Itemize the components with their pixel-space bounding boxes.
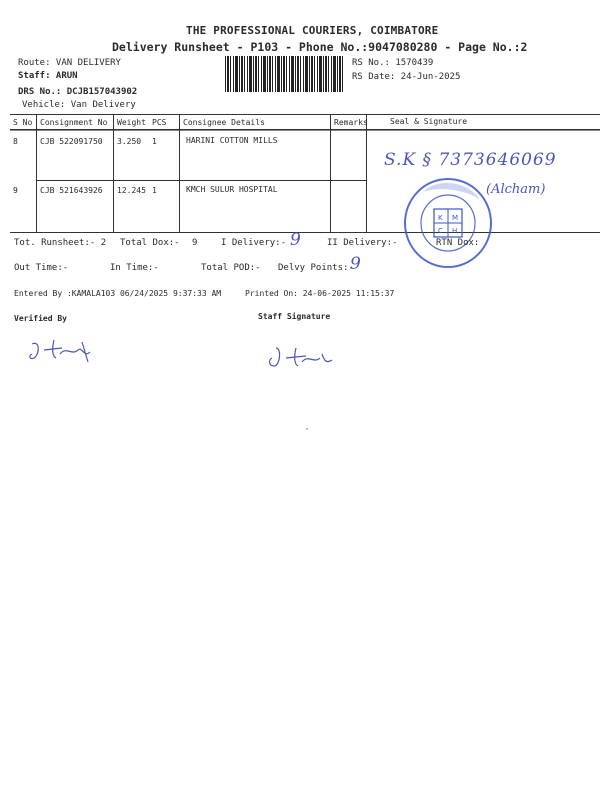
staff-signature-label: Staff Signature [258,312,331,321]
stamp-letter: M [452,214,459,222]
row-consignment: CJB 522091750 [40,137,103,146]
col-remarks: Remarks [334,118,368,127]
row-weight: 12.245 [117,186,146,195]
speck [306,428,308,430]
staff-signature [266,340,346,372]
col-consignee: Consignee Details [183,118,265,127]
stamp-letter: C [438,227,443,235]
row-sno: 8 [13,137,18,146]
route-label: Route: VAN DELIVERY [18,58,121,68]
ii-delivery-label: II Delivery:- [327,238,398,248]
rs-number: RS No.: 1570439 [352,58,434,68]
hospital-stamp [398,172,508,276]
total-dox-label: Total Dox:- [120,238,180,248]
row-consignee: KMCH SULUR HOSPITAL [186,185,278,194]
i-delivery-handwritten: 9 [290,230,301,250]
col-sno: S No [13,118,33,127]
verified-signature [26,334,106,366]
company-title: THE PROFESSIONAL COURIERS, COIMBATORE [186,24,439,37]
total-pod-label: Total POD:- [201,263,261,273]
stamp-letter: K [438,214,443,222]
in-time-label: In Time:- [110,263,159,273]
vehicle-label: Vehicle: Van Delivery [22,100,136,110]
rs-date: RS Date: 24-Jun-2025 [352,72,461,82]
col-pcs: PCS [152,118,167,127]
col-consignment: Consignment No [40,118,108,127]
handwritten-ack: (Alcham) [486,182,546,197]
i-delivery-label: I Delivery:- [221,238,287,248]
printed-on: Printed On: 24-06-2025 11:15:37 [245,289,395,298]
stamp-letter: H [452,227,458,235]
handwritten-phone: S.K § 7373646069 [384,150,557,170]
row-consignee: HARINI COTTON MILLS [186,136,278,145]
row-consignment: CJB 521643926 [40,186,103,195]
row-pcs: 1 [152,186,157,195]
row-weight: 3.250 [117,137,142,146]
out-time-label: Out Time:- [14,263,69,273]
delvy-points-label: Delvy Points:- [278,263,354,273]
runsheet-subtitle: Delivery Runsheet - P103 - Phone No.:9047080280 - Page No.:2 [112,40,528,54]
row-sno: 9 [13,186,18,195]
tot-runsheet: Tot. Runsheet:- 2 [14,238,107,248]
col-seal-signature: Seal & Signature [390,117,468,126]
barcode [225,56,343,92]
drs-number: DRS No.: DCJB157043902 [18,87,138,97]
delvy-points-handwritten: 9 [350,254,361,274]
col-weight: Weight [117,118,146,127]
row-pcs: 1 [152,137,157,146]
staff-label: Staff: ARUN [18,71,78,81]
total-dox-value: 9 [192,238,198,248]
rtn-dox-label: RTN Dox: [436,238,480,248]
entered-by: Entered By :KAMALA103 06/24/2025 9:37:33 AM [14,289,222,298]
verified-by-label: Verified By [14,314,67,323]
